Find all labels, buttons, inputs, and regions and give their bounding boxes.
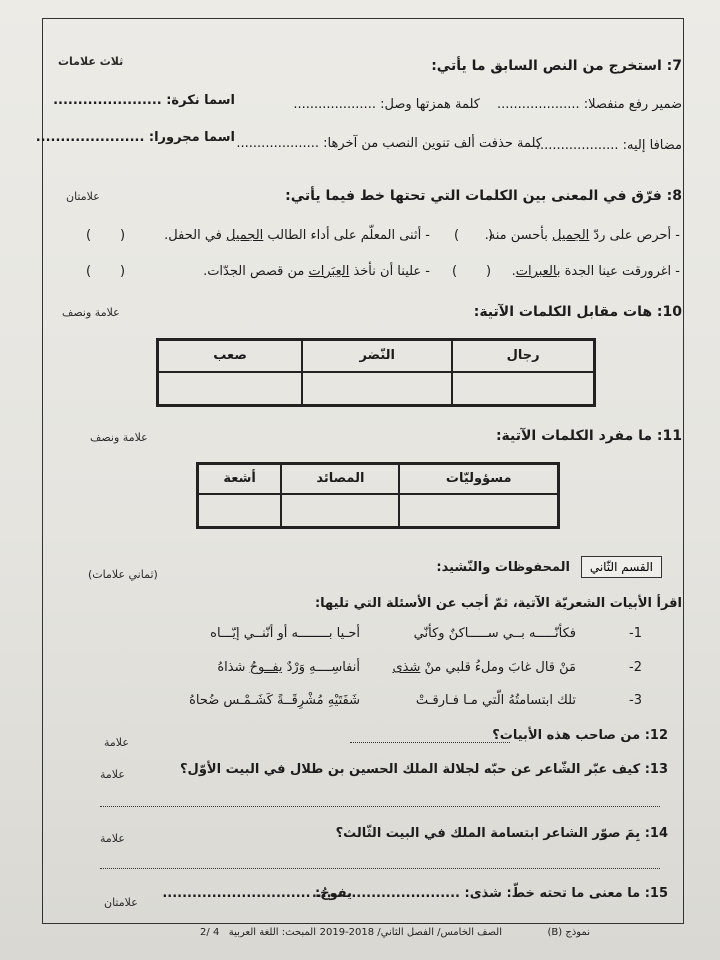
verse-1-first: فكأنّـــــه بــي ســـــاكنٌ وكأنّي [413,626,576,641]
verse-3-second: شَفَتَيْهِ مُشْرِقَــةً كَشَـمْـس ضُحاهُ [189,693,360,708]
q10-answer-1[interactable] [452,372,594,406]
verse-3-number: 3- [629,693,642,708]
q10-table [156,338,596,407]
q7-row1-b: كلمة همزتها وصل: .................... [293,97,480,112]
q8-item-1: - أحرص على ردّ الجميل بأحسن منه. [484,228,680,243]
q11-answer-3[interactable] [198,494,282,528]
q13-text: 13: كيف عبّر الشّاعر عن حبّه لجلالة الملك الحسين بن طلال في البيت الأوّل؟ [180,762,668,777]
verse-3-first: تلك ابتسامتُهُ الّتي مـا فـارقـتْ [415,693,576,708]
section-2-instruction: اقرأ الأبيات الشعريّة الآتية، ثمّ أجب عن الأسئلة التي تليها: [314,596,682,611]
q11-answer-1[interactable] [399,494,558,528]
q13-marks: علامة [100,768,125,781]
q10-answer-3[interactable] [158,372,303,406]
q13-answer-line[interactable] [100,806,660,807]
section-2-box: القسم الثّاني [581,556,662,578]
q10-header-3: صعب [158,340,303,372]
q14-answer-line[interactable] [100,868,660,869]
q7-row2-a: مضافا إليه: .................... [535,138,682,153]
q7-row2-c: اسما مجرورا: ...................... [35,130,235,145]
q15-text-2: يفوحُ: .............................. [162,886,352,901]
q7-row2-b: كلمة حذفت ألف تنوين النصب من آخرها: .................... [236,136,542,151]
q10-answer-2[interactable] [302,372,452,406]
q14-text: 14: بِمَ صوّر الشاعر ابتسامة الملك في البيت الثّالث؟ [335,826,668,841]
footer-subject: المبحث: اللغة العربية [228,927,316,938]
q10-title: 10: هات مقابل الكلمات الآتية: [473,304,682,320]
q11-marks: علامة ونصف [90,431,148,444]
q11-header-2: المصائد [281,464,399,494]
q8-item-3: - اغرورقت عينا الجدة بالعبرات. [511,264,680,279]
q15-text: 15: ما معنى ما تحته خطّ: شذى: .............................. [311,886,668,901]
q7-marks: ثلاث علامات [58,55,124,68]
verse-1-second: أحـيا بــــــــه أو أنّنــي إيّـــاه [210,626,360,641]
q11-answer-2[interactable] [281,494,399,528]
q12-answer-line[interactable] [350,742,510,743]
section-2-title: المحفوظات والنّشيد: [436,560,570,575]
q8-item-2: - أثنى المعلّم على أداء الطالب الجميل في الحفل. [164,228,430,243]
q8-marks: علامتان [66,190,100,203]
q10-header-2: النّضر [302,340,452,372]
q8-answer-3[interactable]: ( ) [452,264,492,279]
footer-model: نموذج (B) [547,927,590,938]
q11-title: 11: ما مفرد الكلمات الآتية: [495,428,682,444]
q10-header-1: رجال [452,340,594,372]
footer-grade: الصف الخامس/ الفصل الثاني/ 2018-2019 [319,927,502,938]
q14-marks: علامة [100,832,125,845]
verse-2-second: أنفاسِــــهِ وَرْدٌ يفــوحُ شذاهُ [217,660,360,675]
section-2-marks: (ثماني علامات) [88,568,158,581]
q15-marks: علامتان [104,896,138,909]
q10-marks: علامة ونصف [62,306,120,319]
q12-text: 12: من صاحب هذه الأبيات؟ [492,728,668,743]
q8-answer-2[interactable]: ( ) [86,228,126,243]
q8-answer-4[interactable]: ( ) [86,264,126,279]
q8-title: 8: فرّق في المعنى بين الكلمات التي تحتها خط فيما يأتي: [285,188,682,204]
verse-1-number: 1- [629,626,642,641]
q7-title: 7: استخرج من النص السابق ما يأتي: [431,58,682,74]
q7-row1-c: اسما نكرة: ...................... [53,93,235,108]
q8-item-4: - علينا أن نأخذ العِبَرات من قصص الجدّات. [203,264,430,279]
q7-row1-a: ضمير رفع منفصلا: .................... [497,97,682,112]
verse-2-number: 2- [629,660,642,675]
verse-2-first: مَنْ قال غابَ وملءُ قلبي منْ شذى [392,660,576,675]
q11-header-3: أشعة [198,464,282,494]
q11-table [196,462,560,529]
footer-page: 4 /2 [200,927,220,938]
q8-answer-1[interactable]: ( ) [454,228,494,243]
q11-header-1: مسؤوليّات [399,464,558,494]
q12-marks: علامة [104,736,129,749]
